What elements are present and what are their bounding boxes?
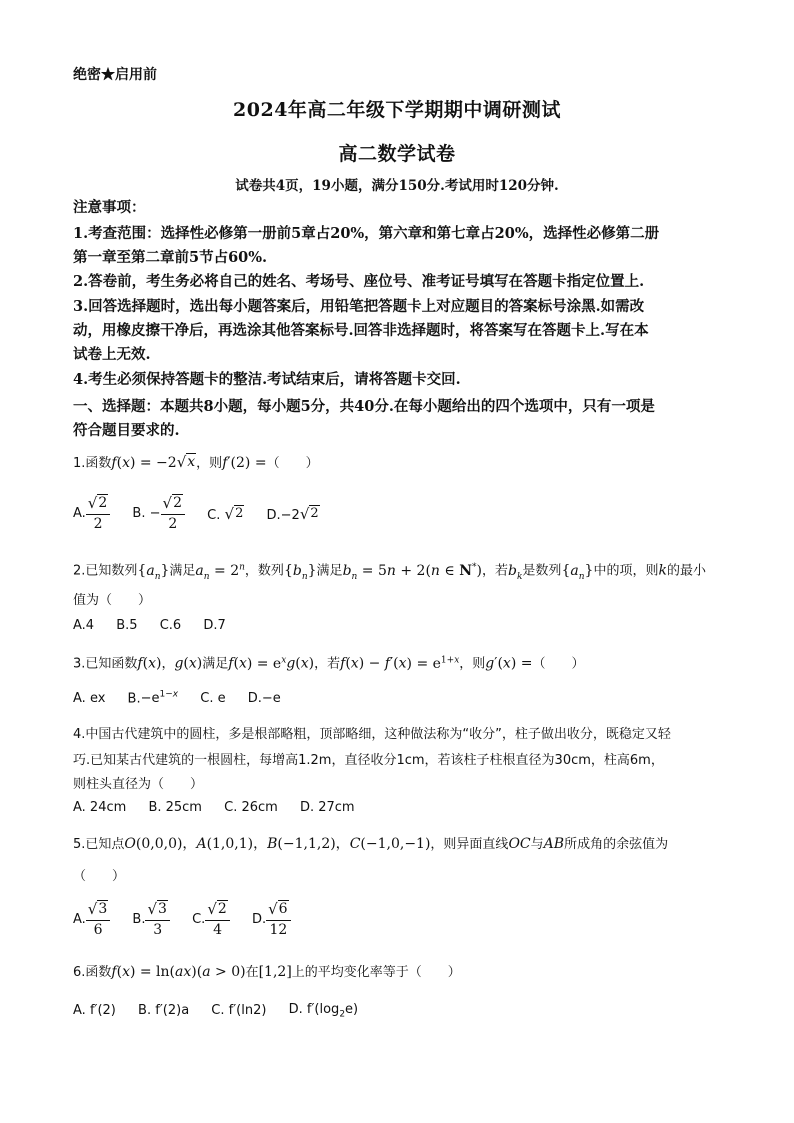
option-d[interactable]: D. √ 6 12 <box>252 900 291 939</box>
option-d[interactable]: D. 27cm <box>299 800 355 815</box>
question-4-line-3: 则柱头直径为（ ） <box>73 777 204 792</box>
option-c[interactable]: C.6 <box>159 618 182 633</box>
section-heading-line-2: 符合题目要求的. <box>73 422 180 439</box>
option-a[interactable]: A. √ 3 6 <box>73 900 110 939</box>
notes-heading: 注意事项： <box>73 199 146 216</box>
option-d[interactable]: D. $f'(\log_2e)$ <box>288 1002 359 1020</box>
question-4-line-1: 4.中国古代建筑中的圆柱，多是根部略粗，顶部略细，这种做法称为“收分”，柱子做出收分，既稳定又轻 <box>73 727 671 742</box>
question-1: 1.函数f(x) = −2 √ x ，则f′(2) =（ ） <box>73 453 319 471</box>
note-line-5: 动，用橡皮擦干净后，再选涂其他答案标号.回答非选择题时，将答案写在答题卡上.写在本 <box>73 322 649 339</box>
exam-title: 2024年高二年级下学期期中调研测试 <box>233 99 561 121</box>
option-b[interactable]: B. 25cm <box>148 800 202 815</box>
option-c[interactable]: C. √ 2 4 <box>192 900 230 939</box>
question-4-line-2: 巧.已知某古代建筑的一根圆柱，每增高1.2m，直径收分1cm，若该柱子柱根直径为30cm，柱高6m， <box>73 753 664 768</box>
question-2: 2.已知数列$\{a_n\}$满足$a_n = 2^n$，数列$\{b_n\}$满足$b_n = 5n + 2(n$ ∈ N*)，若$b_k$是数列$\{a_n\}$中的项，则k的最小 <box>73 562 706 582</box>
option-c[interactable]: C. √ 2 <box>207 504 244 523</box>
exam-info: 试卷共4页，19小题，满分150分.考试用时120分钟. <box>235 178 559 194</box>
option-b[interactable]: B.5 <box>116 618 138 633</box>
option-c[interactable]: C. f′(ln2) <box>211 1003 267 1019</box>
option-d[interactable]: D.7 <box>203 618 226 633</box>
option-b[interactable]: B. √ 3 3 <box>132 900 170 939</box>
question-5-line-2: （ ） <box>73 869 126 884</box>
confidential-mark: 绝密★启用前 <box>73 67 157 83</box>
option-d[interactable]: D.−2 √ 2 <box>266 504 319 523</box>
question-6: 6.函数f(x) = ln(ax)(a > 0)在[1,2]上的平均变化率等于（ ） <box>73 964 461 980</box>
note-line-3: 2.答卷前，考生务必将自己的姓名、考场号、座位号、准考证号填写在答题卡指定位置上. <box>73 273 645 290</box>
option-b[interactable]: B. f′(2)a <box>138 1003 190 1019</box>
note-line-4: 3.回答选择题时，选出每小题答案后，用铅笔把答题卡上对应题目的答案标号涂黑.如需改 <box>73 298 645 315</box>
question-2-line-2: 值为（ ） <box>73 593 152 608</box>
question-1-options <box>73 494 338 533</box>
note-line-7: 4.考生必须保持答题卡的整洁.考试结束后，请将答题卡交回. <box>73 371 461 388</box>
option-a[interactable]: A.4 <box>73 618 95 633</box>
question-5: 5.已知点O(0,0,0)，A(1,0,1)，B(−1,1,2)，C(−1,0,−1)，则异面直线OC与AB所成角的余弦值为 <box>73 836 669 852</box>
note-line-6: 试卷上无效. <box>73 346 151 363</box>
option-b[interactable]: B. − √ 2 2 <box>132 494 185 533</box>
exam-subject: 高二数学试卷 <box>338 143 456 165</box>
option-a[interactable]: A. 24cm <box>73 800 127 815</box>
question-6-options <box>73 1002 376 1020</box>
option-a[interactable]: A. √ 2 2 <box>73 494 110 533</box>
option-b[interactable]: $B.-e^{1-x}$ <box>127 690 179 707</box>
question-3-options <box>73 690 299 706</box>
option-d[interactable]: D.−e <box>247 690 281 706</box>
note-line-2: 第一章至第二章前5节占60%. <box>73 249 268 266</box>
option-a[interactable]: A. f′(2) <box>73 1003 116 1019</box>
question-3: 3.已知函数f(x)，g(x)满足$f(x) = e^xg(x)$，若$f(x) - f'(x) = e^{1+x}$，则g′(x) =（ ） <box>73 655 585 672</box>
option-a[interactable]: A. ex <box>73 690 106 706</box>
question-5-options <box>73 900 309 939</box>
section-heading-line-1: 一、选择题：本题共8小题，每小题5分，共40分.在每小题给出的四个选项中，只有一项是 <box>73 398 655 415</box>
question-2-options <box>73 618 244 633</box>
option-c[interactable]: C. e <box>200 690 226 706</box>
question-4-options <box>73 800 373 815</box>
note-line-1: 1.考查范围：选择性必修第一册前5章占20%，第六章和第七章占20%，选择性必修第二册 <box>73 225 660 242</box>
option-c[interactable]: C. 26cm <box>224 800 278 815</box>
